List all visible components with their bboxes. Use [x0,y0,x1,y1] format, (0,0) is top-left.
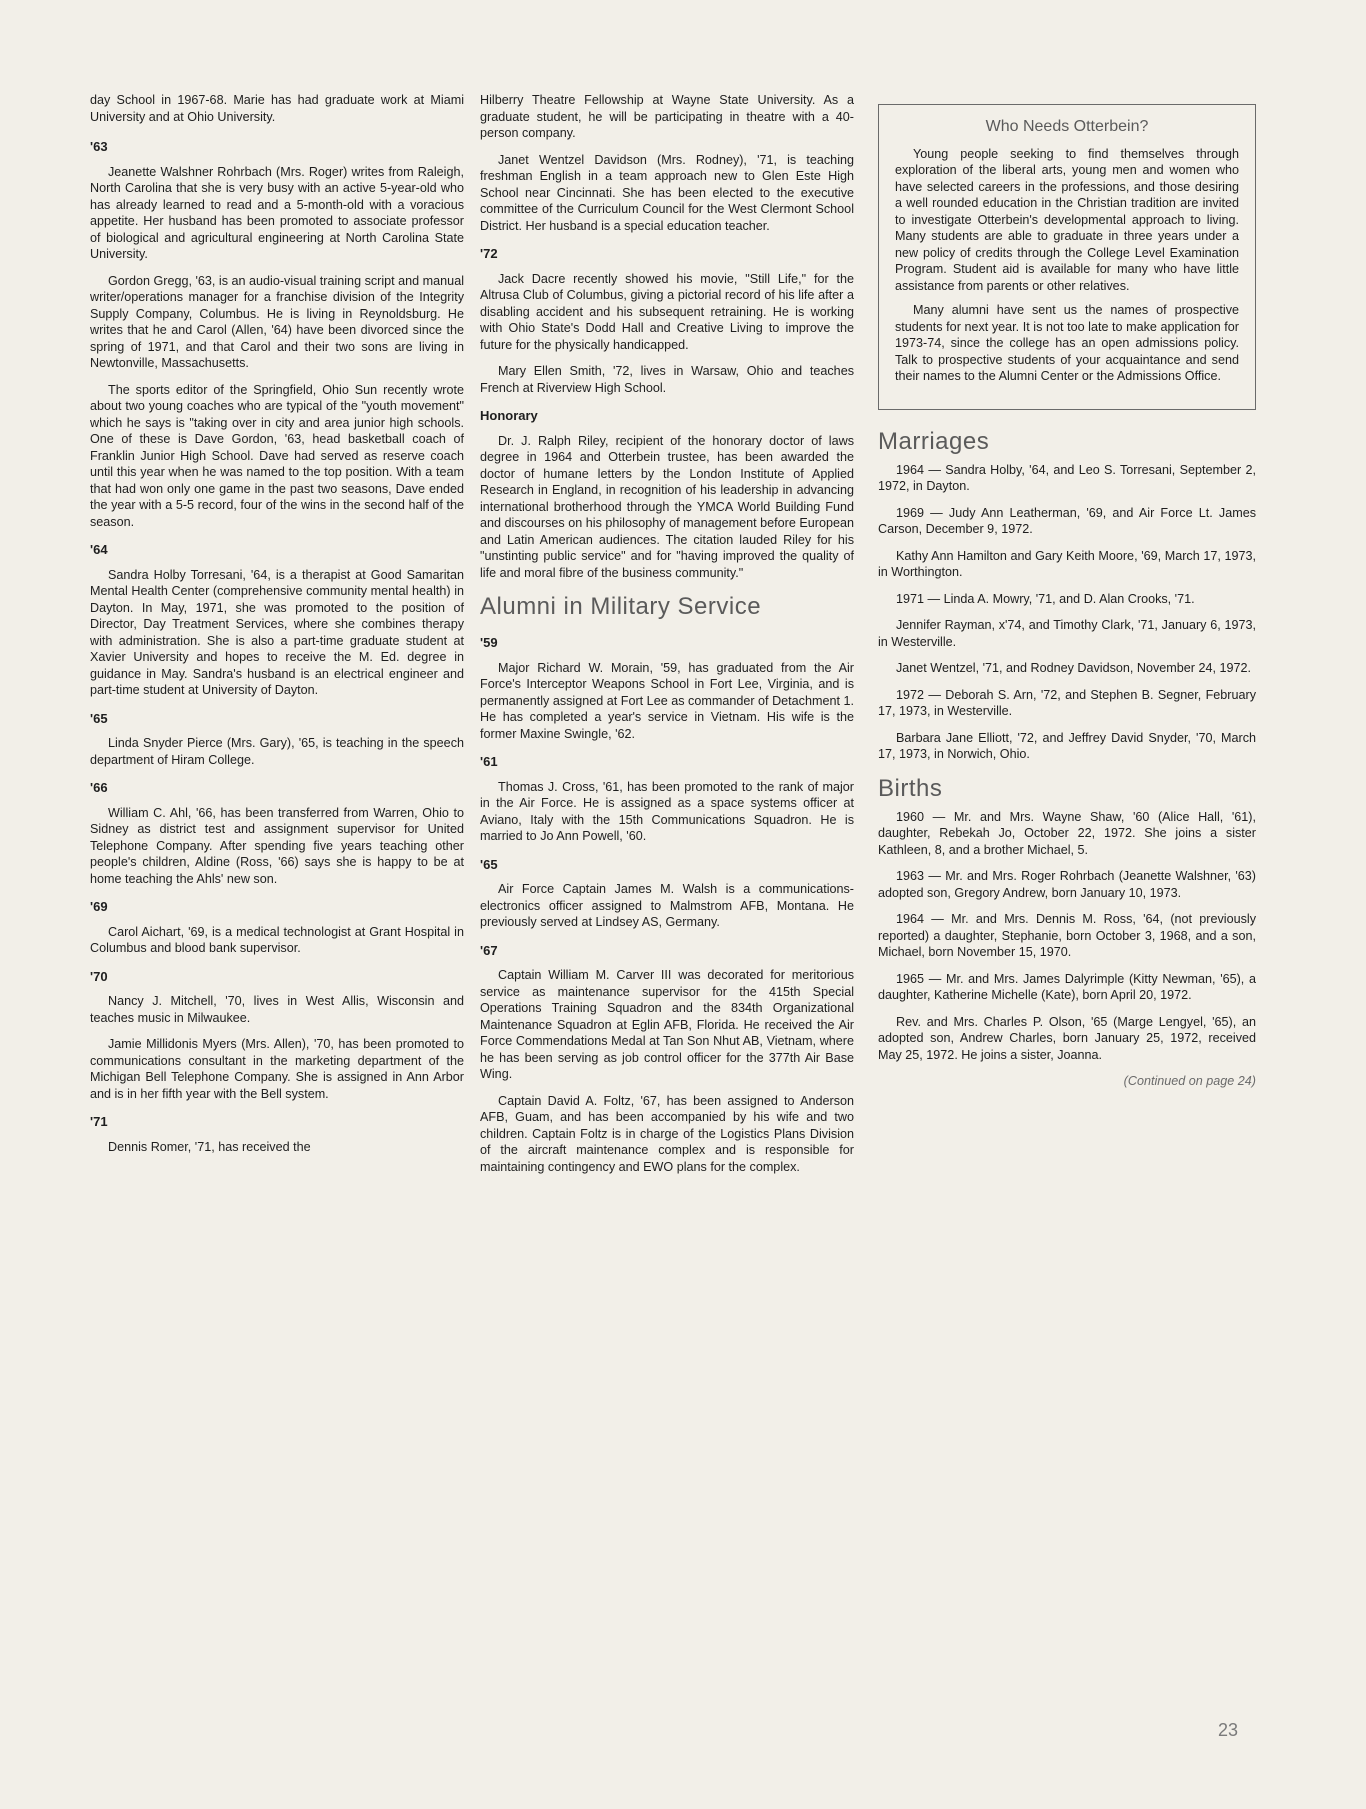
birth-entry: 1963 — Mr. and Mrs. Roger Rohrbach (Jeanette Walshner, '63) adopted son, Gregory Andrew, born January 10, 1973. [878,869,1256,900]
paragraph: William C. Ahl, '66, has been transferred from Warren, Ohio to Sidney as district test and assignment supervisor for United Telephone Company. After spending five years teaching other people's children, Aldine (Ross, '66) says she is happy to be at home teaching the Ahls' new son. [90,805,464,886]
class-year-heading: '65 [90,710,108,726]
marriage-entry: 1969 — Judy Ann Leatherman, '69, and Air Force Lt. James Carson, December 9, 1972. [878,505,1256,536]
paragraph: Captain William M. Carver III was decorated for meritorious service as maintenance supervisor for the 415th Special Operations Training Squadron and the 834th Organizational Maintenance Squadron at Eglin AFB, Florida. He received the Air Force Commendations Medal at Tan Son Nhut AB, Vietnam, where he has been serving as job control officer for the 377th Air Base Wing. [480,968,854,1081]
birth-entry: 1965 — Mr. and Mrs. James Dalyrimple (Kitty Newman, '65), a daughter, Katherine Michelle (Kate), born April 20, 1972. [878,971,1256,1002]
marriages-title: Marriages [878,427,990,455]
paragraph: day School in 1967-68. Marie has had graduate work at Miami University and at Ohio University. [90,93,464,124]
class-year-heading: '69 [90,899,108,914]
paragraph: Major Richard W. Morain, '59, has graduated from the Air Force's Interceptor Weapons School in Fort Lee, Virginia, and is permanently assigned at Fort Lee as commander of Detachment 1. He has completed a year's service in Vietnam. His wife is the former Maxine Swingle, '62. [480,660,854,741]
class-year-heading: '61 [480,754,498,769]
class-year-heading: '64 [90,542,108,557]
class-year-heading: '71 [90,1114,108,1129]
class-year-heading: '66 [90,780,108,795]
class-year-heading: '65 [480,856,498,872]
class-year-heading: '63 [90,139,108,154]
class-year-heading: '67 [480,942,498,958]
paragraph: Jeanette Walshner Rohrbach (Mrs. Roger) writes from Raleigh, North Carolina that she is very busy with an active 5-year-old who has already learned to read and a 5-month-old with a voracious appetite. Her husband has been promoted to associate professor of biological and agricultural engineering at North Carolina State University. [90,164,464,261]
marriage-entry: Janet Wentzel, '71, and Rodney Davidson, November 24, 1972. [896,661,1252,675]
birth-entry: 1960 — Mr. and Mrs. Wayne Shaw, '60 (Alice Hall, '61), daughter, Rebekah Jo, October 22, 1972. She joins a sister Kathleen, 8, and a brother Michael, 5. [878,809,1256,857]
marriage-entry: 1972 — Deborah S. Arn, '72, and Stephen B. Segner, February 17, 1973, in Westerville. [878,687,1256,718]
class-year-heading: '70 [90,968,108,984]
box-title: Who Needs Otterbein? [985,118,1149,135]
birth-entry: 1964 — Mr. and Mrs. Dennis M. Ross, '64, (not previously reported) a daughter, Stephanie, born October 3, 1968, and a son, Michael, born November 15, 1970. [878,912,1256,959]
marriage-entry: 1964 — Sandra Holby, '64, and Leo S. Torresani, September 2, 1972, in Dayton. [878,462,1256,493]
births-title: Births [878,774,943,802]
paragraph: The sports editor of the Springfield, Ohio Sun recently wrote about two young coaches who are typical of the "youth movement" which he says is "taking over in city and area junior high schools. One of these is Dave Gordon, '63, head basketball coach of Franklin Junior High School. Dave had served as reserve coach until this year when he was named to the top position. With a team that had won only one game in the past two seasons, Dave ended the year with a 5-5 record, four of the wins in the second half of the season. [90,382,464,529]
who-needs-otterbein-box [878,104,1256,410]
paragraph: Janet Wentzel Davidson (Mrs. Rodney), '71, is teaching freshman English in a team approach new to Glen Este High School near Cincinnati. She has been elected to the executive committee of the Curriculum Council for the West Clermont School District. Her husband is a special education teacher. [480,152,854,233]
continued-note: (Continued on page 24) [1123,1074,1256,1088]
paragraph: Mary Ellen Smith, '72, lives in Warsaw, Ohio and teaches French at Riverview High School. [480,364,854,395]
paragraph: Many alumni have sent us the names of prospective students for next year. It is not too late to make application for 1973-74, since the college has an open admissions policy. Talk to prospective students of your acquaintance and send their names to the Alumni Center or the Admissions Office. [895,303,1239,383]
paragraph: Gordon Gregg, '63, is an audio-visual training script and manual writer/operations manager for a franchise division of the Integrity Supply Company, Columbus. He is living in Reynoldsburg. He writes that he and Carol (Allen, '64) have been divorced since the spring of 1971, and that Carol and their two sons are living in Newtonville, Massachusetts. [90,273,464,370]
column-left [90,92,464,1165]
class-year-heading: '72 [480,246,498,261]
column-middle [480,92,854,1185]
paragraph: Air Force Captain James M. Walsh is a communications-electronics officer assigned to Malmstrom AFB, Montana. He previously served at Lindsey AS, Germany. [480,882,854,929]
paragraph: Hilberry Theatre Fellowship at Wayne State University. As a graduate student, he will be participating in theatre with a 40-person company. [480,93,854,140]
marriage-entry: 1971 — Linda A. Mowry, '71, and D. Alan Crooks, '71. [896,591,1195,606]
paragraph: Thomas J. Cross, '61, has been promoted to the rank of major in the Air Force. He is assigned as a space systems officer at Aviano, Italy with the 15th Communications Squadron. He is married to Jo Ann Powell, '60. [480,779,854,843]
marriage-entry: Jennifer Rayman, x'74, and Timothy Clark, '71, January 6, 1973, in Westerville. [878,618,1256,649]
paragraph: Sandra Holby Torresani, '64, is a therapist at Good Samaritan Mental Health Center (comprehensive community mental health) in Dayton. In May, 1971, she was promoted to the position of Director, Day Treatment Services, where she combines therapy with administration. She is also a part-time graduate student at Xavier University and hopes to receive the M. Ed. degree in guidance in May. Sandra's husband is an electrical engineer and part-time student at University of Dayton. [90,567,464,697]
paragraph: Linda Snyder Pierce (Mrs. Gary), '65, is teaching in the speech department of Hiram College. [90,736,464,767]
paragraph: Carol Aichart, '69, is a medical technologist at Grant Hospital in Columbus and blood bank supervisor. [90,924,464,955]
paragraph: Jack Dacre recently showed his movie, "Still Life," for the Altrusa Club of Columbus, giving a pictorial record of his life after a disabling accident and his subsequent retraining. He is working with Ohio State's Dodd Hall and Creative Living to improve the future for the physically handicapped. [480,271,854,352]
paragraph: Jamie Millidonis Myers (Mrs. Allen), '70, has been promoted to communications consultant in the marketing department of the Michigan Bell Telephone Company. She is assigned in Ann Arbor and is in her fifth year with the Bell system. [90,1037,464,1101]
paragraph: Dennis Romer, '71, has received the [108,1139,311,1154]
marriage-entry: Barbara Jane Elliott, '72, and Jeffrey David Snyder, '70, March 17, 1973, in Norwich, Ohio. [878,730,1256,761]
paragraph: Dr. J. Ralph Riley, recipient of the honorary doctor of laws degree in 1964 and Otterbein trustee, has been awarded the doctor of humane letters by the London Institute of Applied Research in England, in recognition of his leadership in advancing international brotherhood through the YMCA World Building Fund and discourses on his philosophy of management before European and Latin American audiences. The citation lauded Riley for his "unstinting public service" and for "having improved the quality of life and moral fibre of the business community." [480,433,854,580]
honorary-heading: Honorary [480,408,538,423]
column-right [878,92,1256,1100]
class-year-heading: '59 [480,635,498,650]
birth-entry: Rev. and Mrs. Charles P. Olson, '65 (Marge Lengyel, '65), an adopted son, Andrew Charles, born January 25, 1972, received May 25, 1972. He joins a sister, Joanna. [878,1014,1256,1062]
paragraph: Captain David A. Foltz, '67, has been assigned to Anderson AFB, Guam, and has been accompanied by his wife and two children. Captain Foltz is in charge of the Logistics Plans Division of the aircraft maintenance complex and is responsible for maintaining contingency and EWO plans for the complex. [480,1093,854,1174]
military-section-title: Alumni in Military Service [480,593,762,620]
paragraph: Young people seeking to find themselves through exploration of the liberal arts, young men and women who have selected careers in the professions, and those desiring a well rounded education in the Christian tradition are invited to investigate Otterbein's developmental approach to living. Many students are able to graduate in three years under a new policy of credits through the College Level Examination Program. Student aid is available for many who have little assistance from parents or other relatives. [895,146,1239,293]
paragraph: Nancy J. Mitchell, '70, lives in West Allis, Wisconsin and teaches music in Milwaukee. [90,994,464,1025]
page-number: 23 [1217,1720,1238,1740]
marriage-entry: Kathy Ann Hamilton and Gary Keith Moore, '69, March 17, 1973, in Worthington. [878,548,1256,579]
